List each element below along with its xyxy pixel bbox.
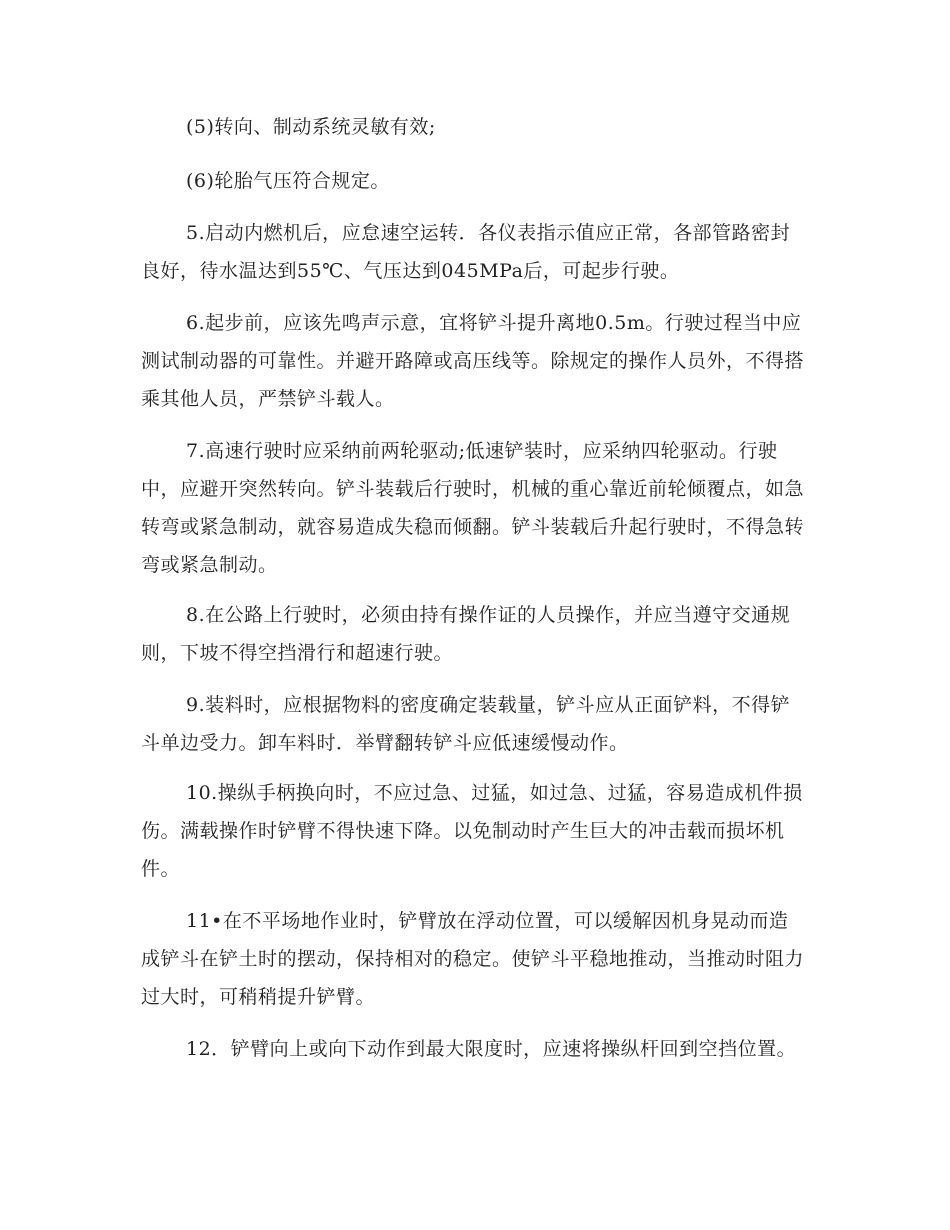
paragraph-rule-5: 5.启动内燃机后，应怠速空运转．各仪表指示值应正常，各部管路密封良好，待水温达到55℃、气压达到045MPa后，可起步行驶。 [141, 222, 791, 282]
paragraph-item-5: (5)转向、制动系统灵敏有效; [186, 116, 436, 138]
paragraph-item-6: (6)轮胎气压符合规定。 [186, 170, 390, 192]
paragraph-rule-12: 12．铲臂向上或向下动作到最大限度时，应速将操纵杆回到空挡位置。 [186, 1038, 797, 1060]
paragraph-rule-7: 7.高速行驶时应采纳前两轮驱动;低速铲装时，应采纳四轮驱动。行驶中，应避开突然转向。铲斗装载后行驶时，机械的重心靠近前轮倾覆点，如急转弯或紧急制动，就容易造成失稳而倾翻。铲斗装载后升起行驶时，不得急转弯或紧急制动。 [141, 440, 805, 576]
paragraph-rule-8: 8.在公路上行驶时，必须由持有操作证的人员操作，并应当遵守交通规则，下坡不得空挡滑行和超速行驶。 [141, 604, 791, 664]
paragraph-rule-11: 11•在不平场地作业时，铲臂放在浮动位置，可以缓解因机身晃动而造成铲斗在铲土时的摆动，保持相对的稳定。使铲斗平稳地推动，当推动时阻力过大时，可稍稍提升铲臂。 [141, 910, 805, 1008]
paragraph-rule-6: 6.起步前，应该先鸣声示意，宜将铲斗提升离地0.5m。行驶过程当中应测试制动器的可靠性。并避开路障或高压线等。除规定的操作人员外，不得搭乘其他人员，严禁铲斗载人。 [141, 312, 805, 410]
paragraph-rule-10: 10.操纵手柄换向时，不应过急、过猛，如过急、过猛，容易造成机件损伤。满载操作时铲臂不得快速下降。以免制动时产生巨大的冲击载而损坏机件。 [141, 782, 803, 880]
paragraph-rule-9: 9.装料时，应根据物料的密度确定装载量，铲斗应从正面铲料，不得铲斗单边受力。卸车料时．举臂翻转铲斗应低速缓慢动作。 [141, 694, 791, 754]
